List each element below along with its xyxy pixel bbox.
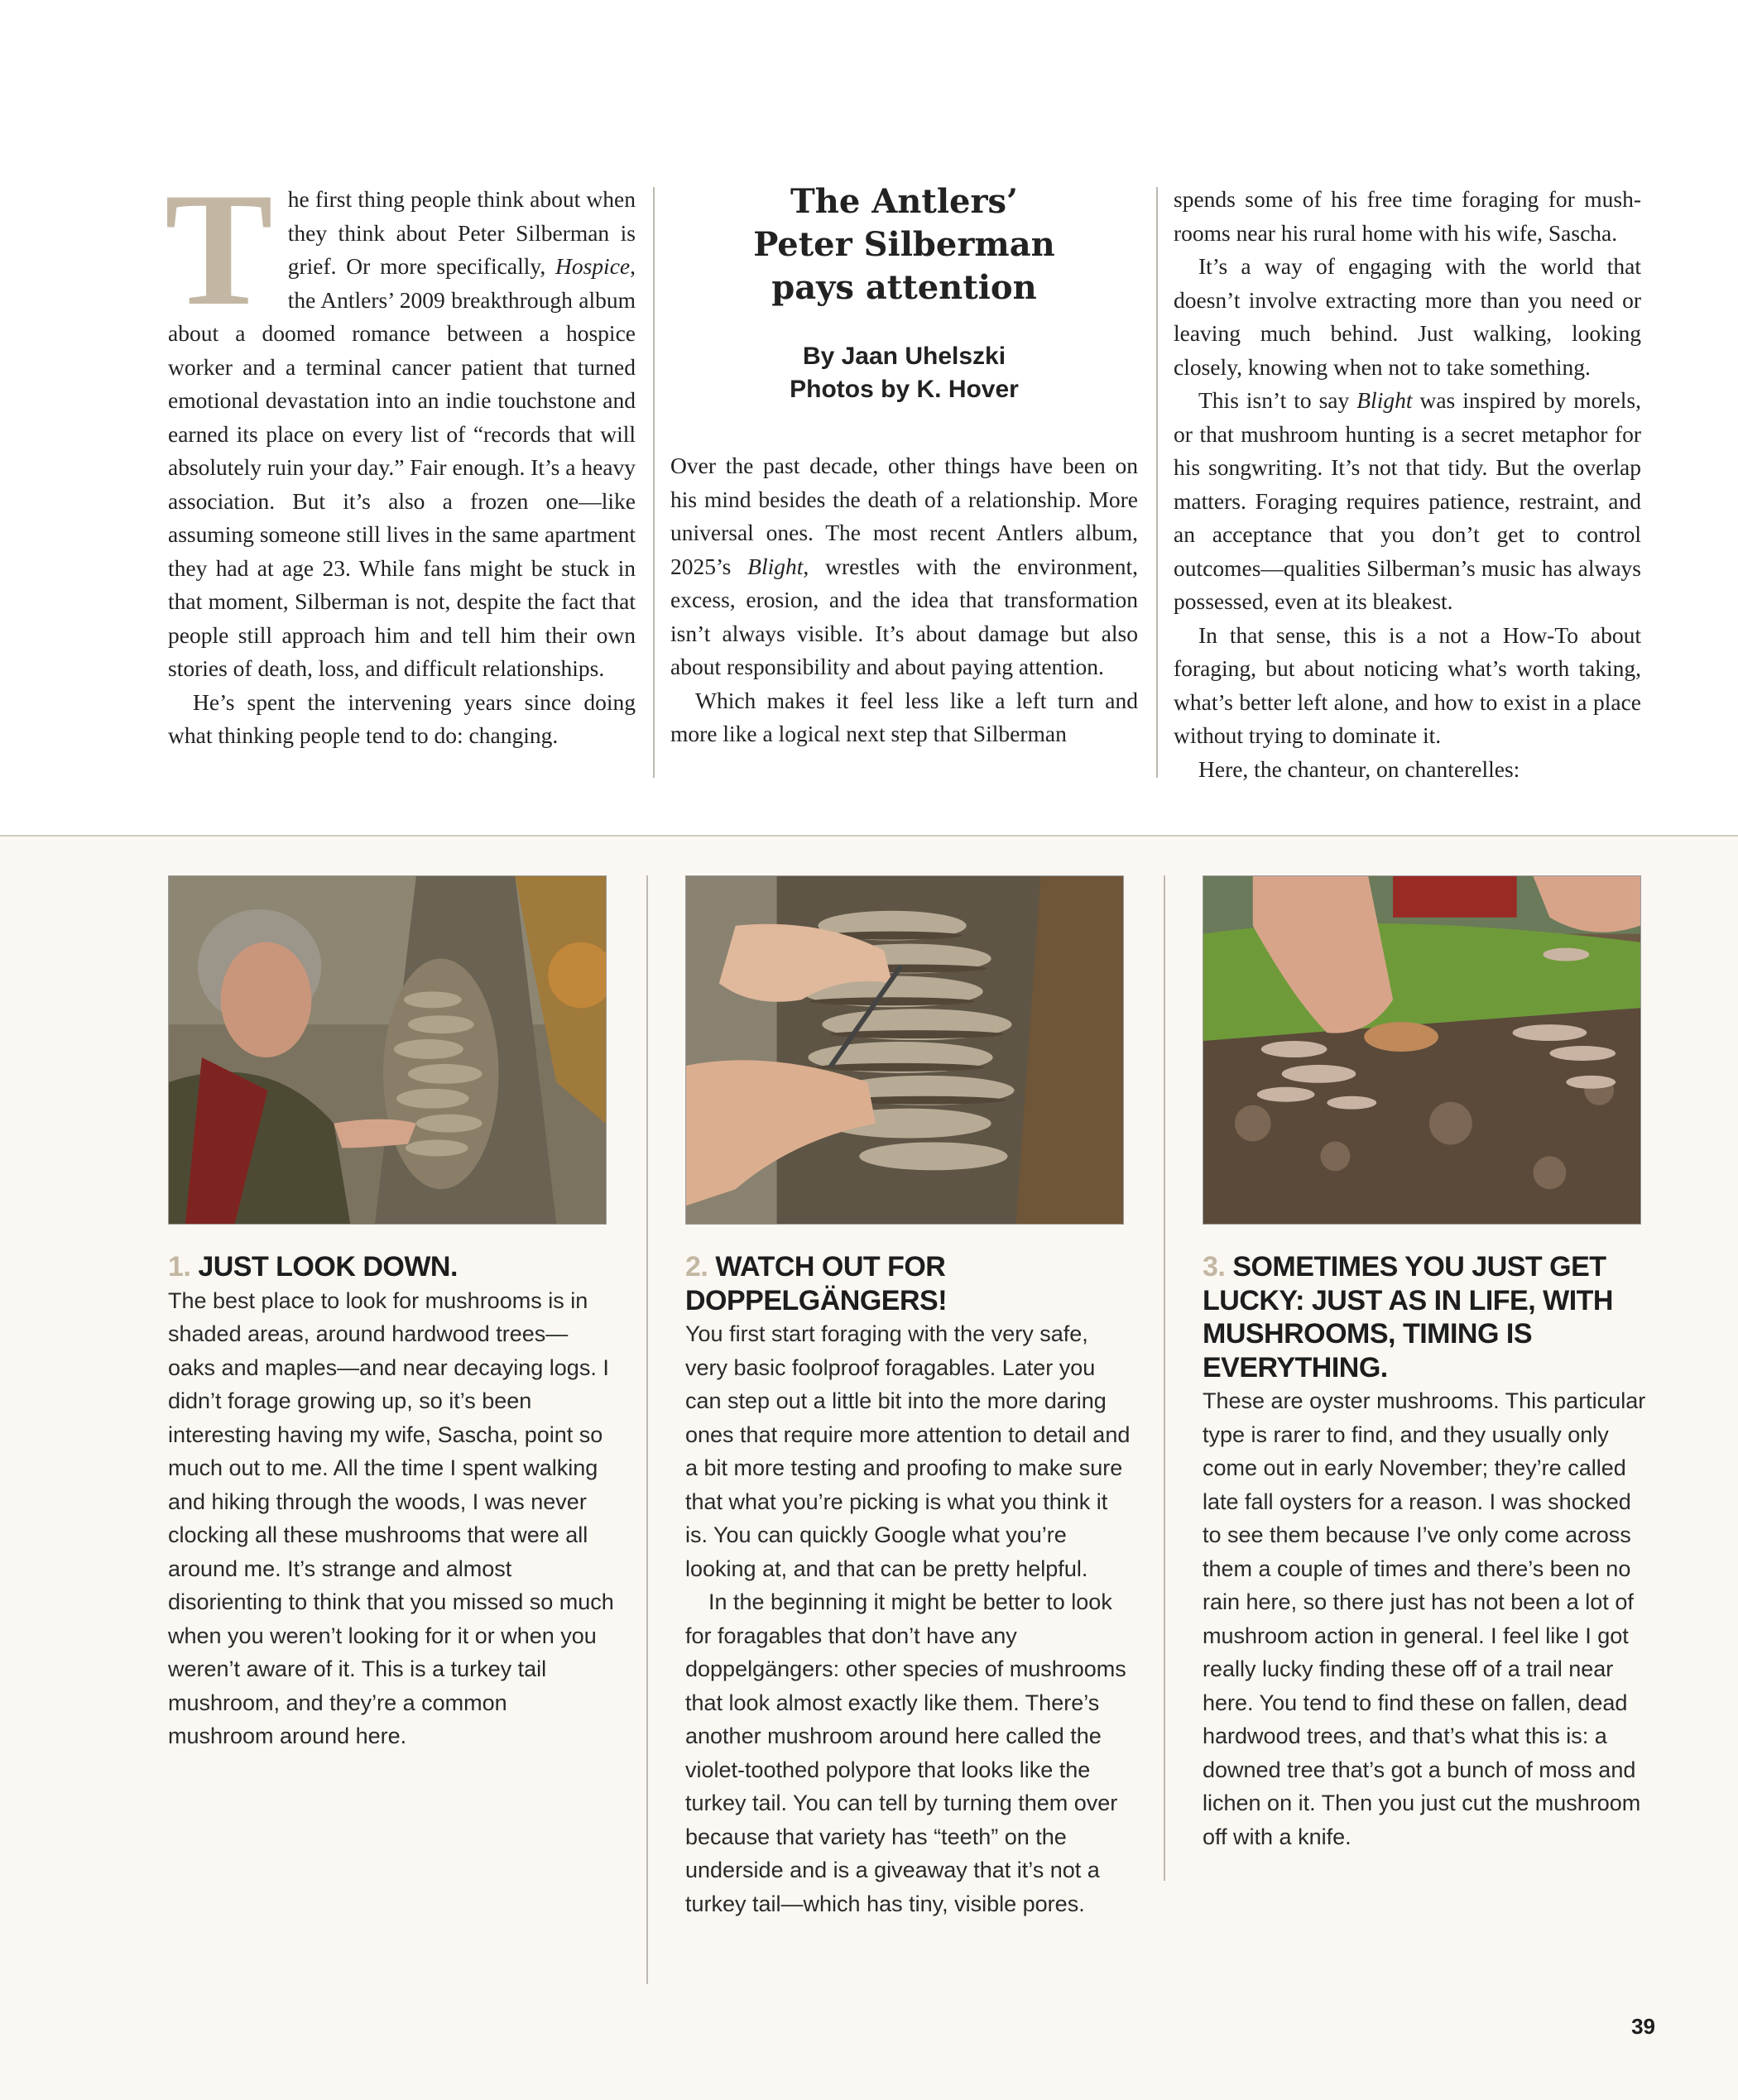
col1-text-b: , the Antlers’ 2009 breakthrough album about a doomed romance between a hospice worker and a terminal cancer patient that turned emotional devastation into an indie touchstone and earned its place on every list of “records that will absolutely ruin your day.” Fair enough. It’s a heavy association. But it’s also a frozen one—like assuming someone still lives in the same apartment they had at age 23. While fans might be stuck in that moment, Silberman is not, despite the fact that people still approach him and tell him their own stories of death, loss, and difficult relationships. — [168, 253, 636, 681]
article-byline — [670, 340, 1138, 406]
tip-1-title: JUST LOOK DOWN. — [198, 1251, 458, 1283]
photo-turkey-tail-inspection — [168, 875, 607, 1225]
tip-3-paragraph-1: These are oyster mushrooms. This particular type is rarer to find, and they usually only come out in early November; they’re called late fall oysters for a reason. I was shocked to see them because I’ve only come across them a couple of times and there’s been no rain here, so there just has not been a lot of mushroom action in general. I feel like I got really lucky finding these off of a trail near here. You tend to find these on fallen, dead hardwood trees, and that’s what this is: a downed tree that’s got a bunch of moss and lichen on it. Then you just cut the mushroom off with a knife. — [1203, 1388, 1646, 1849]
headline-line-1: The Antlers’ — [790, 182, 1018, 221]
tip-2-heading — [685, 1250, 1132, 1317]
tip-2 — [685, 1250, 1132, 1920]
column-divider-1 — [653, 187, 655, 778]
tip-2-number: 2. — [685, 1251, 708, 1283]
tip-3-heading — [1203, 1250, 1649, 1384]
article-column-2 — [670, 449, 1138, 751]
col1-paragraph-2: He’s spent the intervening years since doing what thinking people tend to do: changing. — [168, 688, 636, 748]
tip-3-title: SOMETIMES YOU JUST GET LUCKY: JUST AS IN LIFE, WITH MUSHROOMS, TIMING IS EVERYTHING. — [1203, 1251, 1613, 1383]
article-column-3 — [1174, 183, 1641, 786]
col3-paragraph-2: It’s a way of engaging with the world that doesn’t involve extracting more than you need or leaving much behind. Just walking, looking closely, knowing when not to take something. — [1174, 253, 1641, 380]
col3-paragraph-5: Here, the chanteur, on chanterelles: — [1198, 755, 1520, 782]
headline-line-2: Peter Silberman — [753, 225, 1055, 264]
col1-text-a: he first thing people think about when they think about Peter Silberman is grief. Or more specifically, — [287, 186, 636, 279]
col2-paragraph-2: Which makes it feel less like a left turn and more like a logical next step that Silberman — [670, 687, 1138, 746]
article-headline — [670, 180, 1138, 309]
tip-1-paragraph-1: The best place to look for mushrooms is in shaded areas, around hardwood trees—oaks and maples—and near decaying logs. I didn’t forage growing up, so it’s been interesting having my wife, Sascha, point so much out to me. All the time I spent walking and hiking through the woods, I was never clocking all these mushrooms that were all around me. It’s strange and almost disorienting to think that you missed so much when you weren’t looking for it or when you weren’t aware of it. This is a turkey tail mushroom, and they’re a common mushroom around here. — [168, 1287, 614, 1748]
photo-turkey-tail-closeup — [685, 875, 1124, 1225]
byline-author: By Jaan Uhelszki — [802, 343, 1006, 370]
col3-text-a: This isn’t to say — [1198, 387, 1357, 413]
byline-photographer: Photos by K. Hover — [790, 376, 1019, 403]
page-number: 39 — [1631, 2014, 1655, 2039]
tip-1-heading — [168, 1250, 615, 1284]
col2-text-b: , wrestles with the environment, excess, erosion, and the idea that transformation isn’t always visible. It’s about damage but also about responsibility and about paying attention. — [670, 553, 1139, 679]
photo-oyster-mushrooms — [1203, 875, 1641, 1225]
column-divider-2 — [1156, 187, 1158, 778]
col1-album-title: Hospice — [555, 253, 631, 279]
headline-line-3: pays attention — [771, 268, 1037, 307]
drop-cap: T — [165, 160, 273, 339]
tip-2-paragraph-2: In the beginning it might be better to look for foragables that don’t have any doppelgängers: other species of mushrooms that look almost exactly like them. There’s another mushroom around here called the violet-toothed polypore that looks like the turkey tail. You can tell by turning them over because that variety has “teeth” on the underside and is a giveaway that it’s not a turkey tail—which has tiny, visible pores. — [685, 1589, 1126, 1916]
tip-3 — [1203, 1250, 1649, 1853]
tip-2-paragraph-1: You first start foraging with the very safe, very basic foolproof foragables. Later you can step out a little bit into the more daring ones that require more attention to detail and a bit more testing and proofing to make sure that what you’re picking is what you think it is. You can quickly Google what you’re looking at, and that can be pretty helpful. — [685, 1321, 1131, 1581]
tip-2-title: WATCH OUT FOR DOPPELGÄNGERS! — [685, 1251, 948, 1316]
col3-album-title: Blight — [1356, 387, 1413, 413]
col3-text-b: was inspired by morels, or that mushroom hunting is a secret metaphor for his songwriting. It’s not that tidy. But the overlap matters. Foraging requires patience, restraint, and an acceptance that you don’t get to control outcomes—qualities Silberman’s music has always possessed, even at its bleakest. — [1174, 387, 1641, 614]
article-column-1 — [165, 160, 636, 753]
tip-1-number: 1. — [168, 1251, 191, 1283]
col3-paragraph-4: In that sense, this is a not a How-To about foraging, but about noticing what’s worth taking, what’s better left alone, and how to exist in a place without trying to dominate it. — [1174, 621, 1641, 748]
col2-text-a: Over the past decade, other things have been on his mind besides the death of a relationship. More universal ones. The most recent Antlers album, 2025’s — [670, 453, 1138, 579]
col3-paragraph-1: spends some of his free time foraging for mushrooms near his rural home with his wife, Sascha. — [1174, 186, 1641, 246]
tip-1 — [168, 1250, 615, 1753]
col2-album-title: Blight — [747, 553, 804, 579]
tips-divider-1 — [646, 875, 648, 1984]
tip-3-number: 3. — [1203, 1251, 1226, 1283]
tips-divider-2 — [1164, 875, 1165, 1881]
